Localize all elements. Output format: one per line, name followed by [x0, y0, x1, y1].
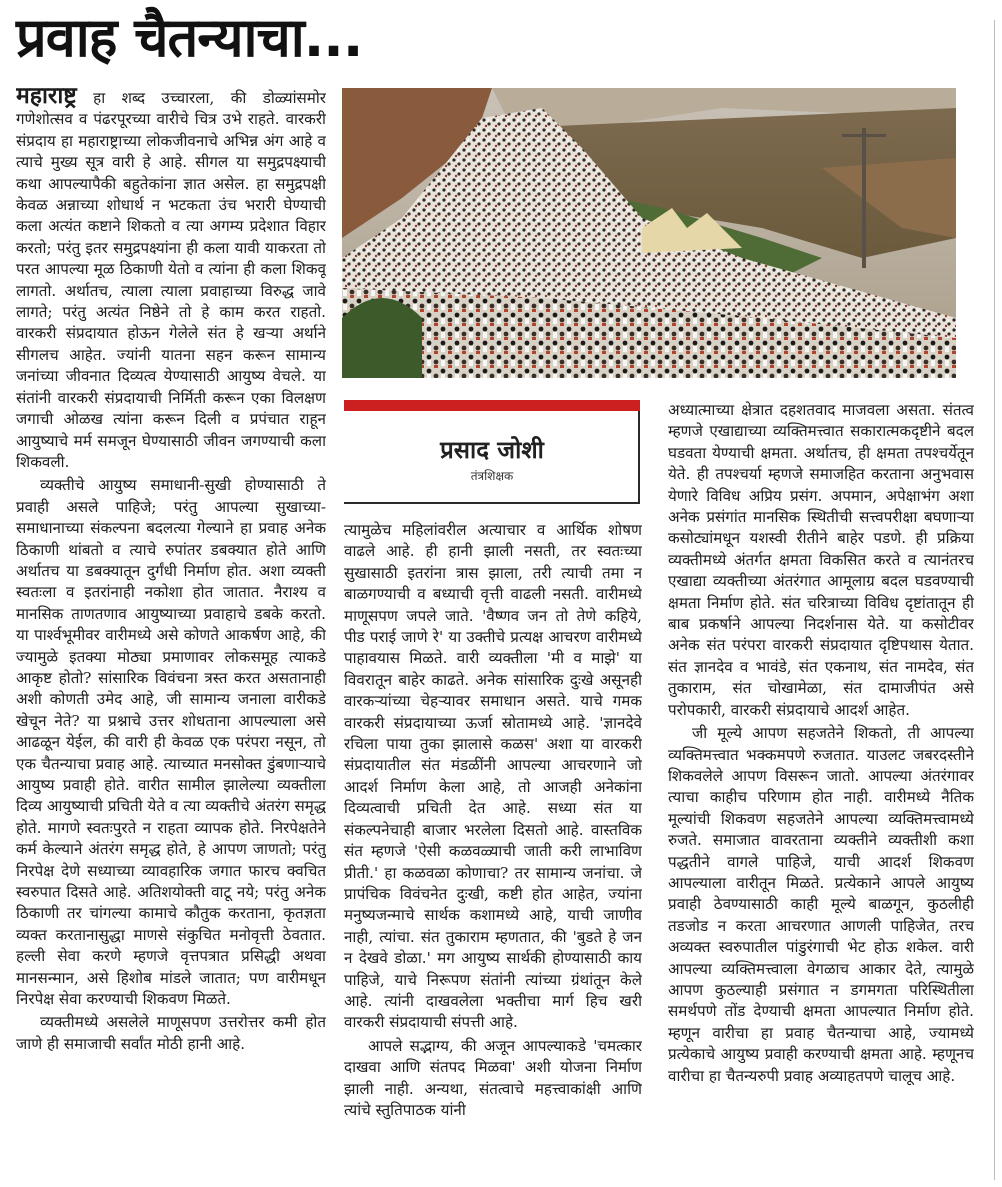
headline: प्रवाह चैतन्याचा...	[16, 6, 363, 69]
author-name: प्रसाद जोशी	[440, 436, 544, 464]
paragraph: अध्यात्माच्या क्षेत्रात दहशतवाद माजवला असता. संतत्व म्हणजे एखाद्याच्या व्यक्तिमत्त्वात सकारात्मकदृष्टीने बदल घडवता येण्याची क्षमता. अर्थातच, ही क्षमता तपश्चर्येतून येते. ही तपश्चर्या म्हणजे समाजहित करताना अनुभवास येणारे विविध अप्रिय प्रसंग. अपमान, अपेक्षाभंग अशा अनेक प्रसंगांत मानसिक स्थितीची सत्त्वपरीक्षा बघणाऱ्या कसोट्यांमधून यशस्वी रीतीने बाहेर पडणे. ही प्रक्रिया व्यक्तीमध्ये अंतर्गत क्षमता विकसित करते व त्यानंतरच एखाद्या व्यक्तीच्या अंतरंगात आमूलाग्र बदल घडवण्याची क्षमता निर्माण होते. संत चरित्राच्या विविध दृष्टांतातून ही बाब प्रकर्षाने आपल्या निदर्शनास येते. या कसोटीवर अनेक संत परंपरा वारकरी संप्रदायात दृष्टिपथास येतात. संत ज्ञानदेव व भावंडे, संत एकनाथ, संत नामदेव, संत तुकाराम, संत चोखामेळा, संत दामाजीपंत असे परोपकारी, वारकरी संप्रदायाचे आदर्श आहेत.	[668, 401, 974, 719]
crowd-procession-photo	[342, 88, 956, 378]
author-role: तंत्रशिक्षक	[470, 469, 514, 483]
page-edge-rule	[994, 20, 995, 1180]
box-bottom-edge	[344, 502, 640, 504]
article-column-1	[16, 86, 326, 1181]
article-column-2	[344, 520, 642, 1182]
article-column-3	[668, 400, 974, 1182]
paragraph: जी मूल्ये आपण सहजतेने शिकतो, ती आपल्या व्यक्तिमत्त्वात भक्कमपणे रुजतात. याउलट जबरदस्तीने शिकवलेले आपण विसरून जातो. आपल्या अंतरंगावर त्याचा काहीच परिणाम होत नाही. वारीमध्ये नैतिक मूल्यांची शिकवण सहजतेने आपल्या व्यक्तिमत्त्वामध्ये रुजते. समाजात वावरताना व्यक्तीने व्यक्तीशी कशा पद्धतीने वागले पाहिजे, याची आदर्श शिकवण आपल्याला वारीतून मिळते. प्रत्येकाने आपले आयुष्य प्रवाही ठेवण्यासाठी काही मूल्ये बाळगून, कुठलीही तडजोड न करता आचरणात आणली पाहिजेत, तरच अव्यक्त स्वरुपातील पांडुरंगाची भेट होऊ शकेल. वारी आपल्या व्यक्तिमत्त्वाला वेगळाच आकार देते, त्यामुळे आपण कुठल्याही प्रसंगात न डगमगता परिस्थितीला समर्थपणे तोंड देण्याची क्षमता आपल्यात निर्माण होते. म्हणून वारीचा हा प्रवाह चैतन्याचा आहे, ज्यामध्ये प्रत्येकाचे आयुष्य प्रवाही करण्याची क्षमता आहे. म्हणूनच वारीचा हा चैतन्यरुपी प्रवाह अव्याहतपणे चालूच आहे.	[668, 724, 974, 1085]
paragraph: त्यामुळेच महिलांवरील अत्याचार व आर्थिक शोषण वाढले आहे. ही हानी झाली नसती, तर स्वतःच्या सुखासाठी इतरांना त्रास झाला, तरी त्याची तमा न बाळगण्याची व बध्याची वृत्ती वाढली नसती. वारीमध्ये माणूसपण जपले जाते. 'वैष्णव जन तो तेणे कहिये, पीड पराई जाणे रे' या उक्तीचे प्रत्यक्ष आचरण वारीमध्ये पाहावयास मिळते. वारी व्यक्तीला 'मी व माझे' या विवरातून बाहेर काढते. अनेक सांसारिक दुःखे असूनही वारकऱ्यांच्या चेहऱ्यावर समाधान असते. याचे गमक वारकरी संप्रदायाच्या ऊर्जा स्रोतामध्ये आहे. 'ज्ञानदेवे रचिला पाया तुका झालासे कळस' अशा या वारकरी संप्रदायातील संत मंडळींनी आपल्या आचरणाने जो आदर्श निर्माण केला आहे, तो आजही अनेकांना दिव्यत्वाची प्रचिती देत आहे. सध्या संत या संकल्पनेचाही बाजार भरलेला दिसतो आहे. वास्तविक संत म्हणजे 'ऐसी कळवळ्याची जाती करी लाभाविण प्रीती.' हा कळवळा कोणाचा? तर सामान्य जनांचा. जे प्रापंचिक विवंचनेत दुःखी, कष्टी होत आहेत, ज्यांना मनुष्यजन्माचे सार्थक कशामध्ये आहे, याची जाणीव नाही, त्यांचा. संत तुकाराम म्हणतात, की 'बुडते हे जन न देखवे डोळा.' मग आयुष्य सार्थकी होण्यासाठी काय पाहिजे, याचे निरूपण संतांनी त्यांच्या ग्रंथांतून केले आहे. त्यांनी दाखवलेला भक्तीचा मार्ग हिच खरी वारकरी संप्रदायाची संपत्ती आहे.	[344, 521, 642, 1032]
paragraph: आपले सद्भाग्य, की अजून आपल्याकडे 'चमत्कार दाखवा आणि संतपद मिळवा' अशी योजना निर्माण झाली नाही. अन्यथा, संतत्वाचे महत्त्वाकांक्षी आणि त्यांचे स्तुतिपाठक यांनी	[344, 1036, 642, 1119]
author-box	[344, 400, 640, 504]
box-shadow-edge	[638, 411, 640, 504]
paragraph: व्यक्तीचे आयुष्य समाधानी-सुखी होण्यासाठी ते प्रवाही असले पाहिजे; परंतु आपल्या सुखाच्या-समाधानाच्या संकल्पना बदलत्या गेल्याने हा प्रवाह अनेक ठिकाणी थांबतो व त्याचे रुपांतर डबक्यात होते आणि अर्थातच या डबक्यातून दुर्गंधी निर्माण होत. अशा व्यक्ती स्वतःला व इतरांनाही नकोशा होत जातात. नैराश्य व मानसिक ताणतणाव आयुष्याच्या प्रवाहाचे डबके करतो. या पार्श्वभूमीवर वारीमध्ये असे कोणते आकर्षण आहे, की ज्यामुळे इतक्या मोठ्या प्रमाणावर लोकसमूह त्याकडे आकृष्ट होतो? सांसारिक विवंचना त्रस्त करत असतानाही अशी कोणती उमेद आहे, जी सामान्य जनाला वारीकडे खेचून नेते? या प्रश्नाचे उत्तर शोधताना आपल्याला असे आढळून येईल, की वारी ही केवळ एक परंपरा नसून, तो एक चैतन्याचा प्रवाह आहे. त्याच्यात मनसोक्त डुंबणाऱ्याचे आयुष्य प्रवाही होते. वारीत सामील झालेल्या व्यक्तीला दिव्य आयुष्याची प्रचिती येते व त्या व्यक्तीचे अंतरंग समृद्ध होते. मागणे स्वतःपुरते न राहता व्यापक होते. निरपेक्षतेने कर्म केल्याने अंतरंग समृद्ध होते, हे आपण जाणतो; परंतु निरपेक्ष देणे सध्याच्या व्यावहारिक जगात फारच क्वचित स्वरुपात दिसते आहे. अतिशयोक्ती वाटू नये; परंतु अनेक ठिकाणी तर चांगल्या कामाचे कौतुक करताना, कृतज्ञता व्यक्त करतानासुद्धा माणसे संकुचित मनोवृत्ती ठेवतात. हल्ली सेवा करणे म्हणजे वृत्तपत्रात प्रसिद्धी अथवा मानसन्मान, असे हिशोब मांडले जातात; पण वारीमधून निरपेक्ष सेवा करण्याची शिकवण मिळते.	[16, 476, 326, 1009]
paragraph	[16, 86, 326, 473]
lead-word: महाराष्ट्र	[16, 86, 77, 109]
paragraph-text: हा शब्द उच्चारला, की डोळ्यांसमोर गणेशोत्सव व पंढरपूरच्या वारीचे चित्र उभे राहते. वारकरी संप्रदाय हा महाराष्ट्राच्या लोकजीवनाचे अभिन्न अंग आहे व त्याचे मुख्य सूत्र वारी हे आहे. सीगल या समुद्रपक्ष्याची कथा आपल्यापैकी बहुतेकांना ज्ञात असेल. हा समुद्रपक्षी केवळ अन्नाच्या शोधार्थ न भटकता उंच भरारी घेण्याची कला अत्यंत कष्टाने शिकतो व त्या अगम्य प्रदेशात विहार करतो; परंतु इतर समुद्रपक्ष्यांना ही कला यावी याकरता तो परत आपल्या मूळ ठिकाणी येतो व त्यांना ही कला शिकवू लागतो. अर्थातच, त्याला त्याला प्रवाहाच्या विरुद्ध जावे लागते; परंतु अत्यंत निष्ठेने तो हे काम करत राहतो. वारकरी संप्रदायात होऊन गेलेले संत हे खऱ्या अर्थाने सीगलच आहेत. ज्यांनी यातना सहन करून सामान्य जनांच्या जीवनात दिव्यत्व येण्यासाठी आयुष्य वेचले. या संतांनी वारकरी संप्रदायाची निर्मिती करून एका विलक्षण जगाची ओळख त्यांना करून दिली व प्रपंचात राहून आयुष्याचे मर्म समजून घेण्यासाठी जीवन जगण्याची कला शिकवली.	[16, 89, 326, 471]
paragraph: व्यक्तीमध्ये असलेले माणूसपण उत्तरोत्तर कमी होत जाणे ही समाजाची सर्वांत मोठी हानी आहे.	[16, 1013, 326, 1053]
